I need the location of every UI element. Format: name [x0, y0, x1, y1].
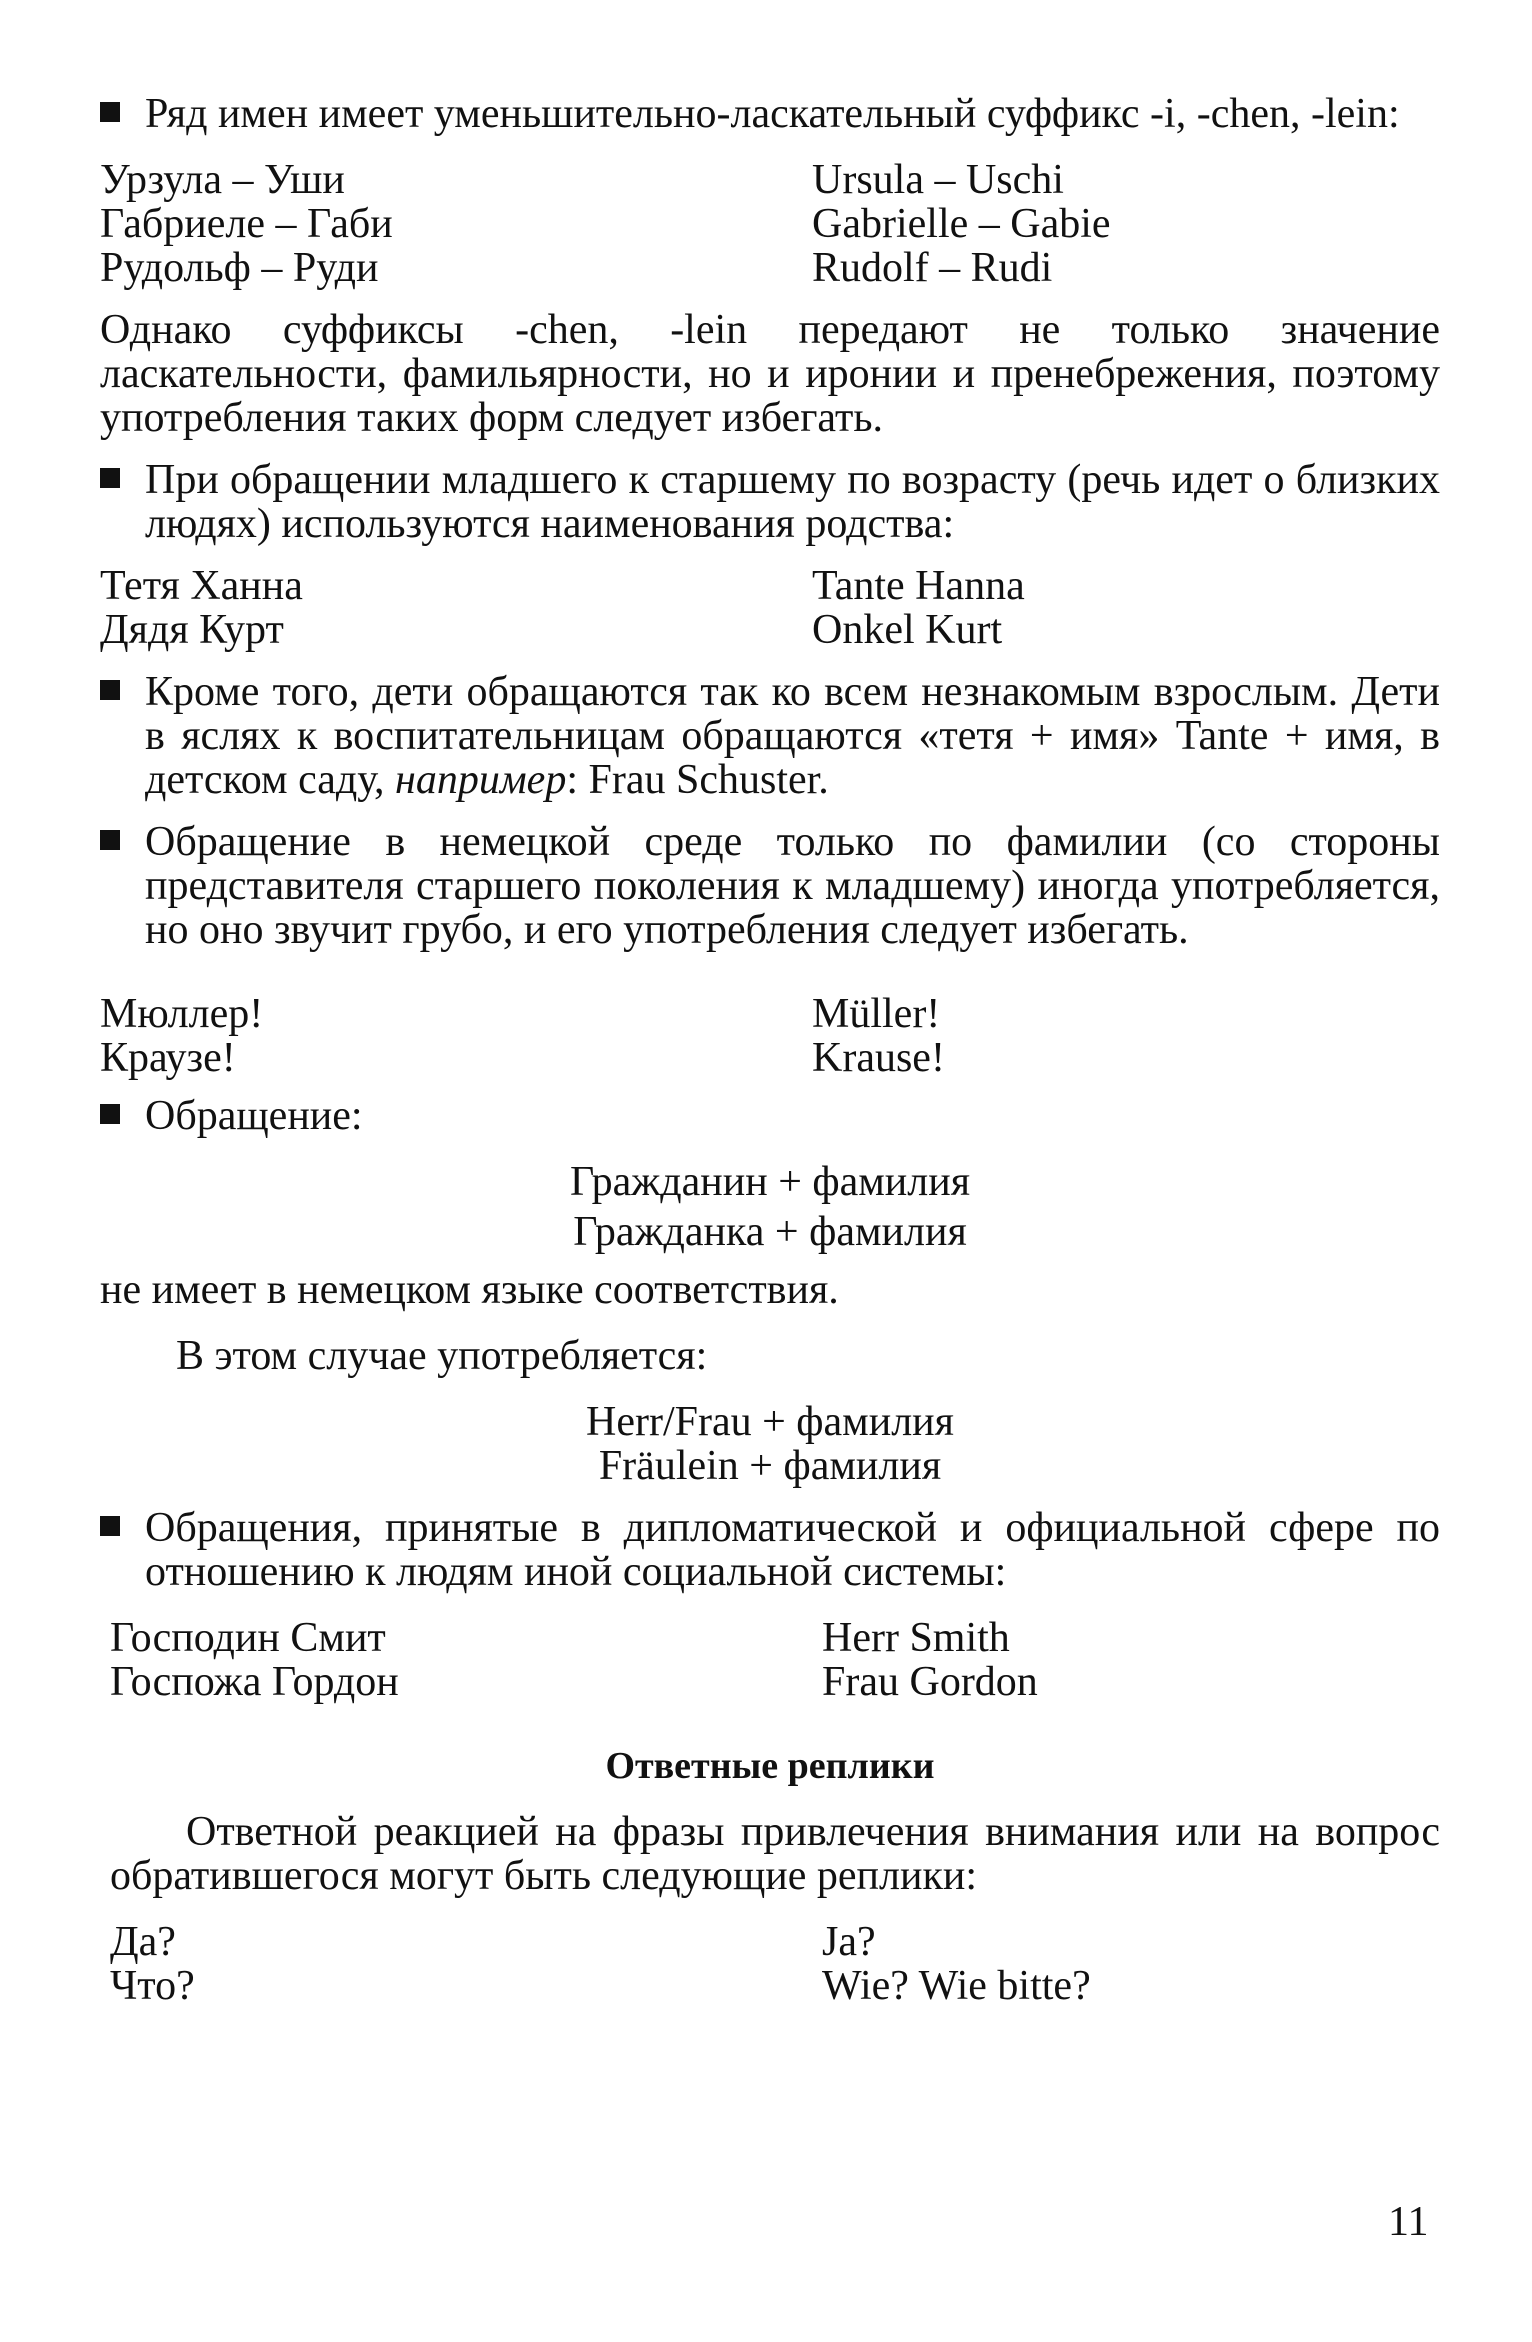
name-pair [100, 1036, 1440, 1080]
bullet-paragraph-citizen [100, 1094, 1440, 1138]
name-pairs-diminutive [100, 158, 1440, 290]
page-number: 11 [1388, 2199, 1429, 2245]
bullet-icon [100, 468, 120, 488]
formula-line: Гражданин + фамилия [569, 1159, 971, 1205]
name-pair [110, 1660, 1440, 1704]
russian-name: Краузе! [100, 1035, 236, 1081]
bullet-paragraph-surname [100, 820, 1440, 952]
formula-line: Гражданка + фамилия [573, 1209, 967, 1255]
paragraph-suffixes: Однако суффиксы -chen, -lein передают не только значение ласкательности, фамильярности, но и иронии и пренебрежения, поэтому употребления таких форм следует избегать. [100, 307, 1440, 441]
paragraph-in-this-case: В этом случае употребляется: [176, 1333, 708, 1379]
paragraph-text: При обращении младшего к старшему по возрасту (речь идет о близких людях) используются наименования родства: [145, 457, 1440, 547]
formula-line: Herr/Frau + фамилия [586, 1399, 954, 1445]
paragraph-no-equivalent: не имеет в немецком языке соответствия. [100, 1267, 839, 1313]
russian-name: Габриеле – Габи [100, 201, 393, 247]
german-name: Rudolf – Rudi [812, 245, 1053, 291]
russian-name: Тетя Ханна [100, 563, 303, 609]
name-pairs-responses [110, 1920, 1440, 2008]
name-pair [100, 608, 1440, 652]
bullet-icon [100, 1104, 120, 1124]
russian-name: Господин Смит [110, 1615, 386, 1661]
german-name: Ursula – Uschi [812, 157, 1064, 203]
formula-line: Fräulein + фамилия [598, 1443, 942, 1489]
german-name: Herr Smith [822, 1615, 1010, 1661]
russian-name: Урзула – Уши [100, 157, 345, 203]
german-reply: Ja? [822, 1919, 876, 1965]
bullet-paragraph-diplomatic [100, 1506, 1440, 1594]
russian-reply: Да? [110, 1919, 176, 1965]
bullet-paragraph-diminutive [100, 92, 1440, 136]
bullet-icon [100, 1516, 120, 1536]
russian-name: Госпожа Гордон [110, 1659, 399, 1705]
russian-name: Дядя Курт [100, 607, 284, 653]
german-reply: Wie? Wie bitte? [822, 1963, 1091, 2009]
bullet-icon [100, 102, 120, 122]
name-pairs-diplomatic [110, 1616, 1440, 1704]
name-pairs-kinship [100, 564, 1440, 652]
formula-herr-frau [100, 1400, 1440, 1488]
name-pair [100, 992, 1440, 1036]
name-pair [100, 158, 1440, 202]
name-pair [110, 1920, 1440, 1964]
name-pair [110, 1616, 1440, 1660]
paragraph-text: Обращения, принятые в дипломатической и официальной сфере по отношению к людям иной социальной системы: [145, 1505, 1440, 1595]
bullet-paragraph-children [100, 670, 1440, 802]
german-name: Gabrielle – Gabie [812, 201, 1111, 247]
german-name: Müller! [812, 991, 941, 1037]
italic-word: например [395, 757, 567, 803]
german-name: Tante Hanna [812, 563, 1025, 609]
formula-citizen [100, 1160, 1440, 1254]
name-pair [100, 202, 1440, 246]
german-name: Krause! [812, 1035, 945, 1081]
name-pair [100, 564, 1440, 608]
paragraph-text: Кроме того, дети обращаются так ко всем незнакомым взрослым. Дети в яслях к воспитательницам обращаются «тетя + имя» Tante + имя, в детском саду, [145, 669, 1440, 803]
paragraph-responses-intro: Ответной реакцией на фразы привлечения внимания или на вопрос обратившегося могут быть следующие реплики: [110, 1809, 1440, 1899]
name-pair [110, 1964, 1440, 2008]
german-name: Onkel Kurt [812, 607, 1003, 653]
bullet-icon [100, 830, 120, 850]
russian-reply: Что? [110, 1963, 195, 2009]
bullet-icon [100, 680, 120, 700]
german-name: Frau Gordon [822, 1659, 1038, 1705]
section-heading: Ответные реплики [605, 1745, 935, 1787]
paragraph-text-end: : Frau Schuster. [566, 757, 829, 803]
paragraph-text: Обращение: [145, 1093, 363, 1139]
name-pair [100, 246, 1440, 290]
paragraph-text: Ряд имен имеет уменьшительно-ласкательный суффикс -i, -chen, -lein: [145, 91, 1400, 137]
page-content [100, 92, 1440, 2008]
russian-name: Рудольф – Руди [100, 245, 379, 291]
name-pairs-surname [100, 992, 1440, 1080]
russian-name: Мюллер! [100, 991, 264, 1037]
bullet-paragraph-kinship [100, 458, 1440, 546]
paragraph-text: Обращение в немецкой среде только по фамилии (со стороны представителя старшего поколения к младшему) иногда употребляется, но оно звучит грубо, и его употребления следует избегать. [145, 819, 1440, 953]
